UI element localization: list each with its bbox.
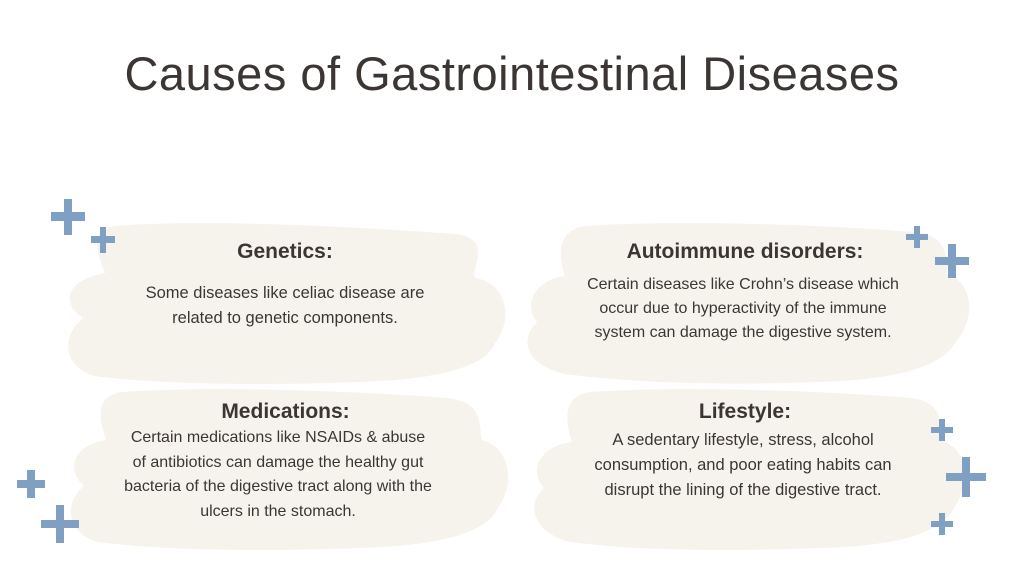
lifestyle-text: A sedentary lifestyle, stress, alcohol consumption, and poor eating habits can disrupt the lining of the digestive tract.: [594, 431, 892, 499]
medications-heading: Medications:: [221, 400, 350, 423]
card-lifestyle: [520, 386, 970, 554]
sparkle-icon: [905, 225, 929, 249]
medications-text: Certain medications like NSAIDs & abuse of antibiotics can damage the healthy gut bacteria of the digestive tract along with the ulcers in the stomach.: [124, 429, 432, 520]
genetics-text: Some diseases like celiac disease are related to genetic components.: [145, 284, 425, 327]
sparkle-icon: [934, 243, 970, 279]
sparkle-icon: [16, 469, 46, 499]
sparkle-icon: [48, 197, 88, 237]
lifestyle-heading: Lifestyle:: [698, 400, 792, 423]
sparkle-icon: [945, 456, 987, 498]
autoimmune-heading: Autoimmune disorders:: [626, 240, 864, 263]
sparkle-icon: [930, 418, 954, 442]
page-title: Causes of Gastrointestinal Diseases: [124, 47, 900, 100]
genetics-heading: Genetics:: [237, 240, 333, 263]
sparkle-icon: [40, 504, 80, 544]
card-genetics: [55, 218, 515, 388]
card-medications: [58, 386, 513, 554]
autoimmune-text: Certain diseases like Crohn’s disease which occur due to hyperactivity of the immune system can damage the digestive system.: [587, 276, 899, 341]
sparkle-icon: [930, 512, 954, 536]
sparkle-icon: [89, 226, 117, 254]
